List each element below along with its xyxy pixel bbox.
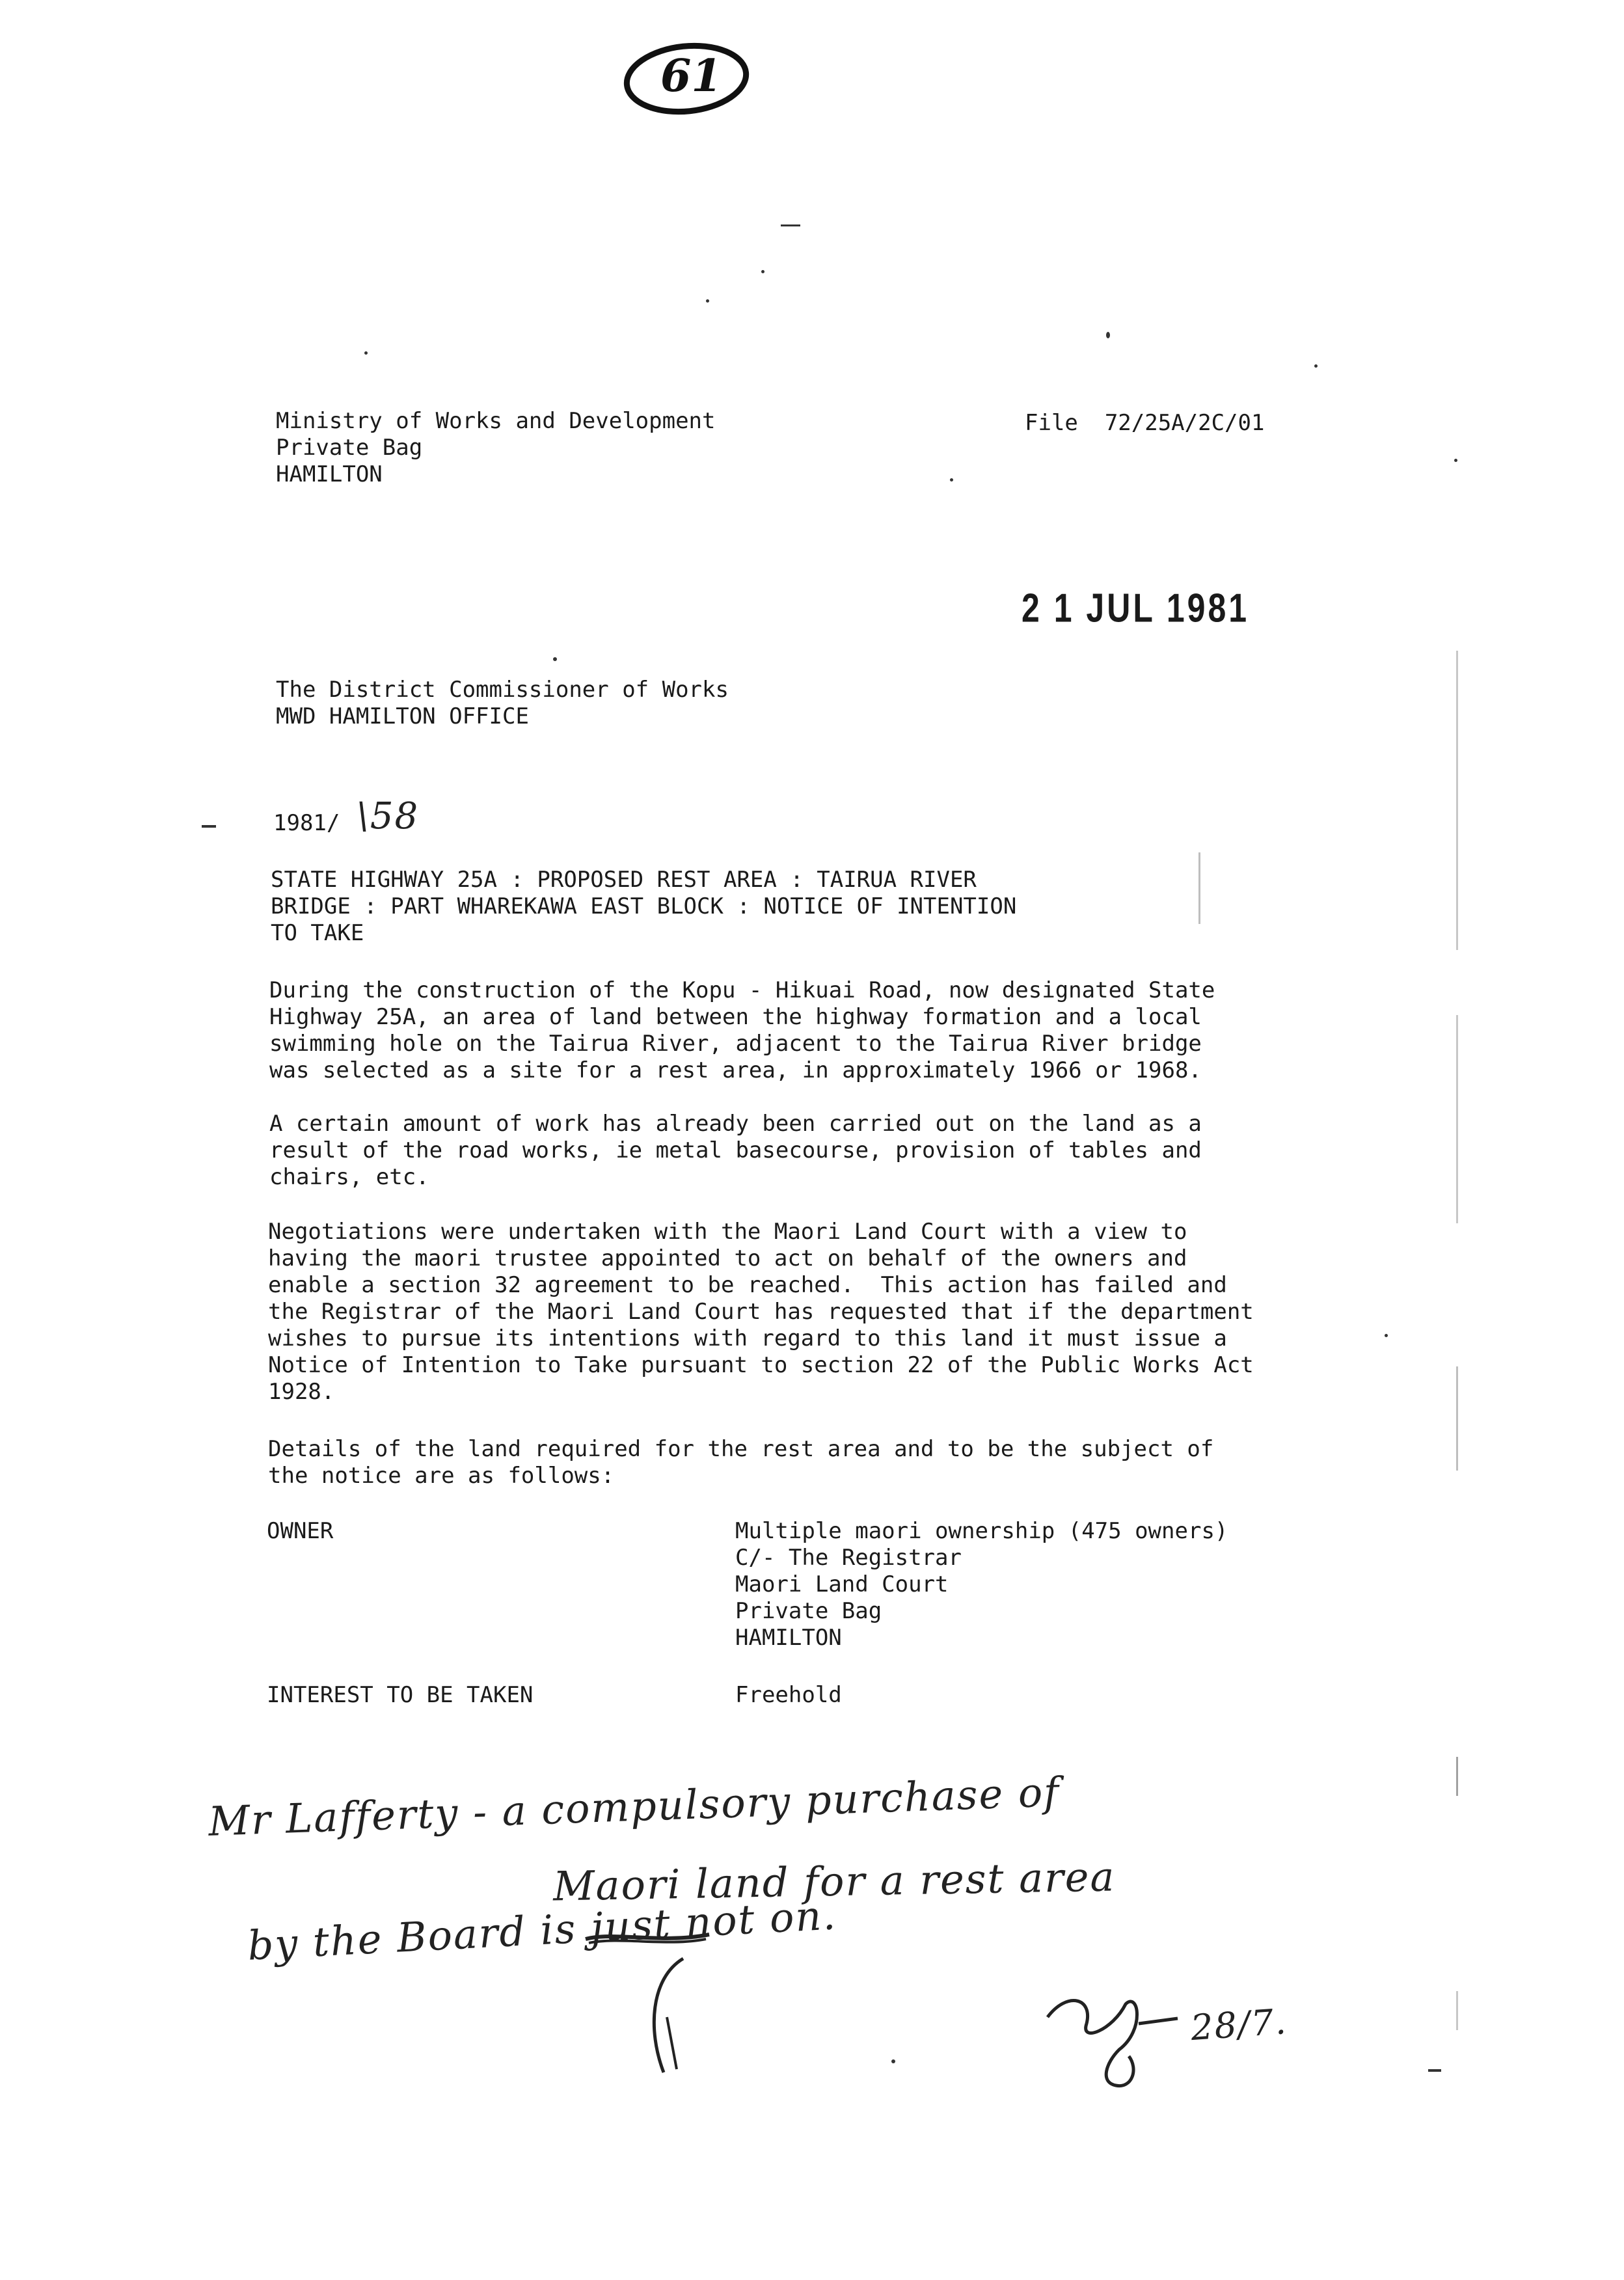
scan-speck — [553, 657, 557, 661]
body-line: the Registrar of the Maori Land Court has requested that if the department — [268, 1299, 1254, 1325]
sender-line-2: Private Bag — [276, 435, 423, 461]
interest-label: INTEREST TO BE TAKEN — [267, 1682, 534, 1708]
owner-label: OWNER — [267, 1518, 334, 1544]
scan-speck — [1106, 332, 1110, 338]
scan-speck — [761, 270, 765, 273]
owner-line: Multiple maori ownership (475 owners) — [735, 1518, 1228, 1544]
interest-value: Freehold — [735, 1682, 842, 1708]
scan-speck — [706, 299, 709, 303]
scan-speck — [891, 2059, 895, 2063]
sender-line-3: HAMILTON — [276, 461, 383, 487]
owner-line: C/- The Registrar — [735, 1545, 962, 1571]
owner-line: HAMILTON — [735, 1625, 842, 1651]
scan-speck — [950, 478, 953, 482]
body-line: having the maori trustee appointed to act on behalf of the owners and — [268, 1245, 1187, 1271]
body-line: chairs, etc. — [269, 1164, 429, 1190]
subject-line: TO TAKE — [271, 920, 364, 946]
handwritten-line: Mr Lafferty - a compulsory purchase of — [208, 1768, 1061, 1845]
recipient-line-2: MWD HAMILTON OFFICE — [276, 703, 529, 729]
scan-edge-mark — [1456, 1015, 1458, 1223]
owner-line: Private Bag — [735, 1598, 882, 1624]
handwritten-date: 28/7. — [1189, 2000, 1289, 2049]
scan-speck — [1314, 364, 1318, 368]
folio-number-text: 61 — [660, 50, 722, 102]
body-line: Details of the land required for the rest area and to be the subject of — [268, 1436, 1214, 1462]
body-line: enable a section 32 agreement to be reached. This action has failed and — [268, 1272, 1227, 1298]
body-line: was selected as a site for a rest area, in approximately 1966 or 1968. — [269, 1057, 1202, 1083]
scan-edge-mark — [1456, 651, 1458, 950]
scan-speck — [1385, 1334, 1388, 1337]
scan-speck — [1454, 459, 1457, 462]
sender-line-1: Ministry of Works and Development — [276, 408, 716, 434]
folio-number — [621, 36, 751, 120]
scan-speck — [781, 224, 800, 226]
handwritten-initials-mark — [1041, 1978, 1184, 2095]
handwritten-line: Maori land for a rest area — [552, 1853, 1116, 1910]
subject-line: STATE HIGHWAY 25A : PROPOSED REST AREA : TAIRUA RIVER — [271, 867, 977, 893]
body-line: During the construction of the Kopu - Hikuai Road, now designated State — [269, 977, 1215, 1003]
strikethrough-mark — [582, 1925, 712, 1951]
body-line: Highway 25A, an area of land between the highway formation and a local — [269, 1004, 1202, 1030]
scan-speck — [364, 351, 368, 355]
body-line: Notice of Intention to Take pursuant to section 22 of the Public Works Act — [268, 1352, 1254, 1378]
date-stamp: 2 1 JUL 1981 — [1022, 585, 1250, 631]
body-line: the notice are as follows: — [268, 1463, 615, 1489]
owner-line: Maori Land Court — [735, 1571, 949, 1597]
body-line: wishes to pursue its intentions with regard to this land it must issue a — [268, 1325, 1227, 1351]
body-line: result of the road works, ie metal basecourse, provision of tables and — [269, 1137, 1202, 1163]
scan-speck — [202, 825, 216, 828]
handwritten-bracket-mark — [638, 1952, 703, 2082]
ref-number-handwritten: \58 — [357, 795, 420, 837]
body-line: A certain amount of work has already been carried out on the land as a — [269, 1111, 1202, 1137]
scan-edge-mark — [1198, 852, 1200, 924]
recipient-line-1: The District Commissioner of Works — [276, 677, 729, 703]
body-line: Negotiations were undertaken with the Maori Land Court with a view to — [268, 1219, 1187, 1245]
body-line: swimming hole on the Tairua River, adjacent to the Tairua River bridge — [269, 1031, 1202, 1057]
subject-line: BRIDGE : PART WHAREKAWA EAST BLOCK : NOTICE OF INTENTION — [271, 893, 1017, 919]
body-line: 1928. — [268, 1379, 335, 1405]
file-reference: File 72/25A/2C/01 — [1025, 410, 1265, 436]
scan-edge-mark — [1456, 1991, 1458, 2030]
scan-speck — [1428, 2069, 1441, 2072]
ref-number-typed: 1981/ — [273, 810, 340, 836]
scan-edge-mark — [1456, 1757, 1458, 1796]
handwritten-line: by the Board is just not on. — [246, 1891, 838, 1970]
scan-edge-mark — [1456, 1366, 1458, 1471]
